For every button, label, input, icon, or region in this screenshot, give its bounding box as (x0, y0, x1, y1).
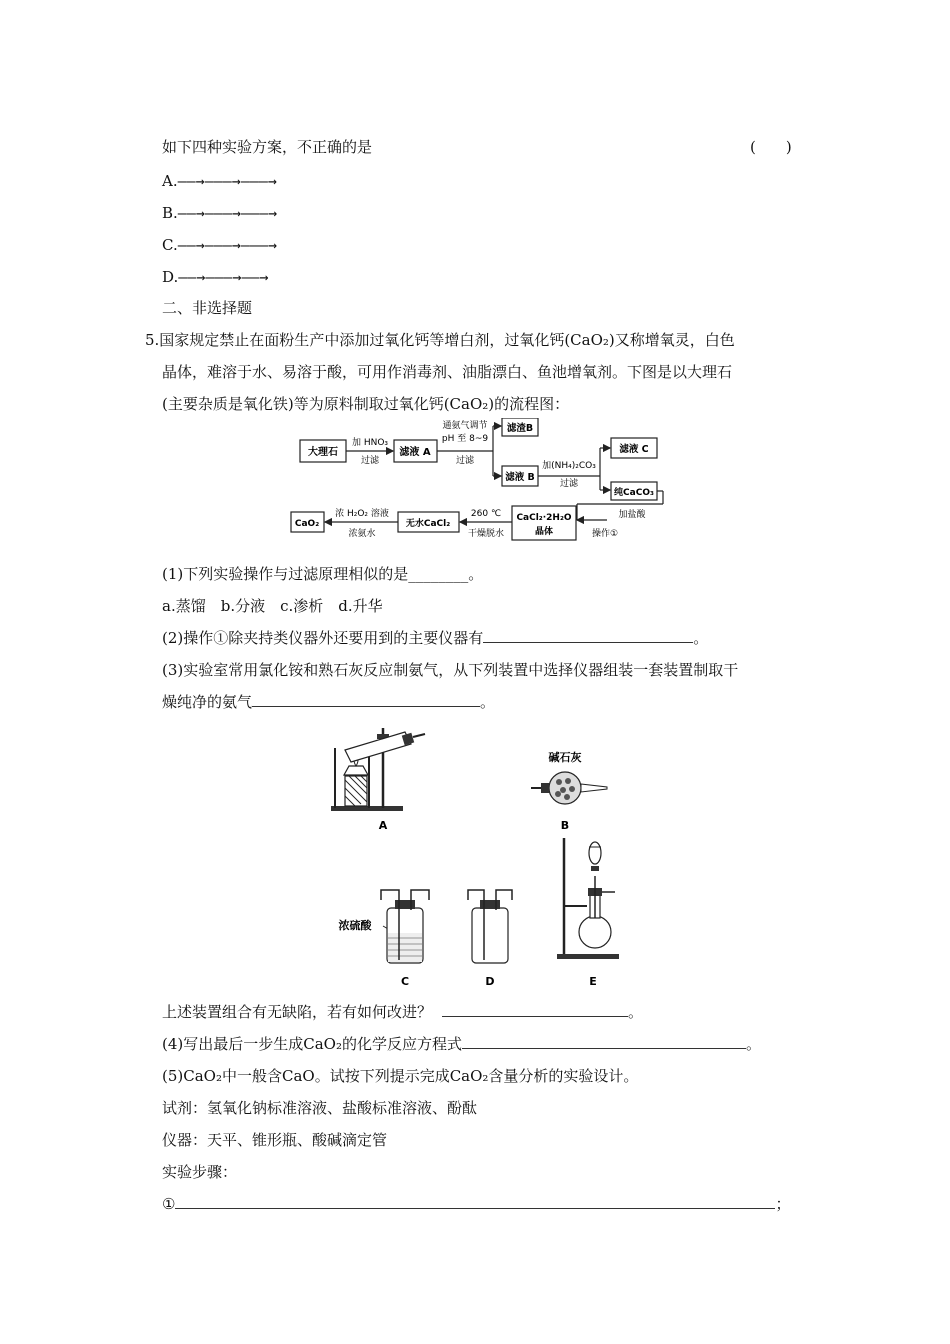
section-title: 二、非选择题 (162, 299, 253, 317)
conc-h2so4-label: 浓硫酸 (338, 919, 372, 932)
apparatus-e (557, 838, 619, 988)
answer-blank-4[interactable] (462, 1034, 746, 1049)
answer-blank-step-1[interactable] (175, 1194, 775, 1209)
apparatus-a (331, 728, 425, 832)
answer-bracket: ( ) (750, 138, 792, 156)
sub-question-2 (162, 628, 708, 648)
q5-intro-line-3: (主要杂质是氧化铁)等为原料制取过氧化钙(CaO₂)的流程图： (162, 395, 570, 413)
flow-text-filtrate-b: 滤液 B (505, 472, 535, 483)
option-d (162, 267, 269, 287)
reagents-line: 试剂：氢氧化钠标准溶液、盐酸标准溶液、酚酞 (162, 1099, 478, 1117)
flow-text-anhydrous: 无水CaCl₂ (405, 519, 451, 529)
flow-step3-bottom: 过滤 (559, 479, 579, 489)
flow-step2-top-1: 通氨气调节 (442, 421, 488, 431)
steps-label: 实验步骤： (162, 1163, 238, 1181)
sub-question-3-followup (162, 1002, 643, 1022)
sub-question-3-line-2 (162, 692, 495, 712)
option-letter: A. (162, 172, 178, 190)
sub-question-4-text: (4)写出最后一步生成CaO₂的化学反应方程式 (162, 1035, 462, 1053)
flow-step4-bottom: 操作① (591, 529, 619, 539)
step-1-marker: ① (162, 1195, 176, 1213)
process-flow-chart (285, 418, 670, 544)
soda-lime-label: 碱石灰 (548, 751, 582, 764)
apparatus-d (468, 890, 512, 988)
flow-step2-top-2: pH 至 8~9 (441, 434, 489, 444)
apparatus-label-c: C (400, 975, 410, 988)
option-chain: ——→———→——→ (178, 268, 269, 286)
flow-step6-bottom: 浓氨水 (348, 529, 376, 539)
flow-text-crystal-2: 晶体 (534, 527, 554, 537)
flow-step4-top: 加盐酸 (618, 510, 646, 520)
flow-text-pure-caco3: 纯CaCO₃ (614, 488, 654, 498)
apparatus-label-a: A (378, 819, 388, 832)
flow-text-filtrate-c: 滤液 C (619, 444, 649, 455)
sub-question-5: (5)CaO₂中一般含CaO。试按下列提示完成CaO₂含量分析的实验设计。 (162, 1067, 639, 1085)
sub-question-3-followup-text: 上述装置组合有无缺陷，若有如何改进？ (162, 1003, 433, 1021)
flow-step2-bottom: 过滤 (455, 456, 475, 466)
flow-text-residue-b: 滤渣B (506, 423, 534, 434)
q5-intro-line-2: 晶体，难溶于水、易溶于酸，可用作消毒剂、油脂漂白、鱼池增氧剂。下图是以大理石 (162, 363, 733, 381)
q4-stem: 如下四种实验方案，不正确的是 (162, 138, 373, 156)
sub-question-2-end: 。 (693, 629, 709, 647)
option-chain: ——→———→———→ (177, 204, 278, 222)
q5-intro-line-1: 5.国家规定禁止在面粉生产中添加过氧化钙等增白剂，过氧化钙(CaO₂)又称增氧灵，白色 (145, 331, 735, 349)
flow-step5-top: 260 ℃ (470, 509, 502, 519)
sub-question-1: (1)下列实验操作与过滤原理相似的是________。 (162, 565, 484, 583)
option-chain: ——→———→———→ (177, 172, 277, 190)
option-letter: D. (162, 268, 179, 286)
flow-text-crystal-1: CaCl₂·2H₂O (516, 513, 572, 523)
instruments-line: 仪器：天平、锥形瓶、酸碱滴定管 (162, 1131, 388, 1149)
option-letter: C. (162, 236, 178, 254)
answer-blank-2[interactable] (483, 628, 693, 643)
sub-question-4 (162, 1034, 761, 1054)
step-1-end: ； (775, 1195, 791, 1213)
sub-question-4-end: 。 (745, 1035, 761, 1053)
flow-step3-top: 加(NH₄)₂CO₃ (542, 461, 596, 471)
sub-question-3-text: 燥纯净的氨气 (162, 693, 253, 711)
option-chain: ——→———→———→ (177, 236, 278, 254)
flow-step1-top: 加 HNO₃ (351, 438, 389, 448)
answer-blank-3[interactable] (252, 692, 480, 707)
option-letter: B. (162, 204, 178, 222)
apparatus-b (531, 750, 607, 832)
sub-question-3-line-1: (3)实验室常用氯化铵和熟石灰反应制氨气，从下列装置中选择仪器组装一套装置制取干 (162, 661, 739, 679)
apparatus-c (339, 890, 430, 988)
flow-text-cao2: CaO₂ (294, 519, 320, 529)
flow-text-marble: 大理石 (308, 447, 338, 458)
option-c (162, 235, 277, 255)
sub-question-3-followup-end: 。 (628, 1003, 644, 1021)
flow-text-filtrate-a: 滤液 A (399, 447, 431, 458)
step-1-line (162, 1194, 790, 1214)
flow-step1-bottom: 过滤 (360, 456, 380, 466)
apparatus-label-b: B (560, 819, 570, 832)
option-b (162, 203, 277, 223)
flow-step5-bottom: 干燥脱水 (467, 529, 505, 539)
sub-question-3-end: 。 (480, 693, 496, 711)
apparatus-label-d: D (485, 975, 495, 988)
apparatus-figure (325, 728, 645, 990)
option-a (162, 171, 277, 191)
sub-question-2-text: (2)操作①除夹持类仪器外还要用到的主要仪器有 (162, 629, 484, 647)
flow-step6-top: 浓 H₂O₂ 溶液 (335, 509, 389, 519)
sub-question-1-options: a.蒸馏 b.分液 c.渗析 d.升华 (162, 597, 383, 615)
apparatus-label-e: E (589, 975, 597, 988)
answer-blank-3b[interactable] (442, 1002, 628, 1017)
